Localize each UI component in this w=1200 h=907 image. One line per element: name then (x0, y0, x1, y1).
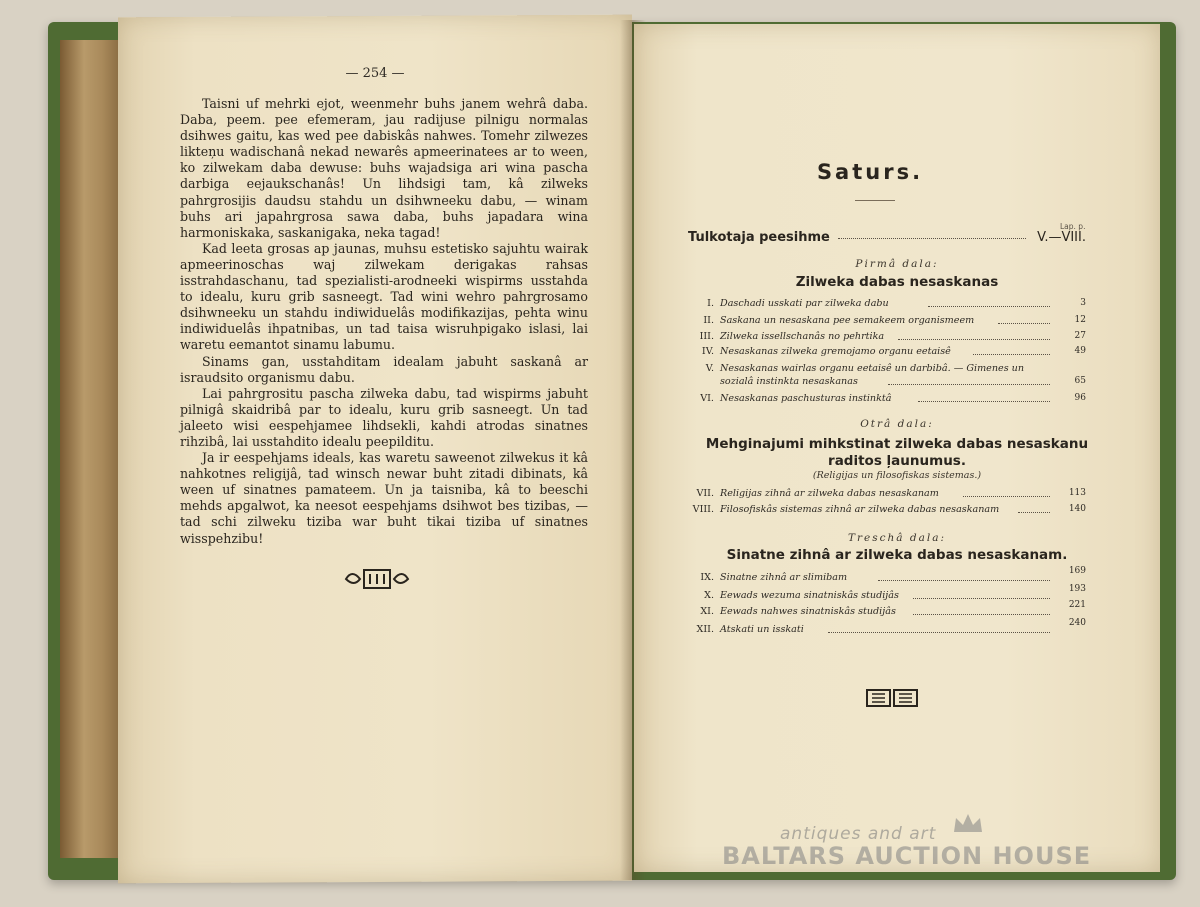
chapter-page: 193 (1068, 584, 1086, 594)
chapter-page: 169 (1068, 566, 1086, 576)
toc-entry (688, 600, 1086, 620)
paragraph: Lai pahrgrositu pascha zilweka dabu, tad wispirms jabuht pilnigâ skaidribâ par to idealu, kuru grib sasneegt. Un tad jaleeto wisi eespehjamee lihdsekli, kahdi atrodas sinatnes rihzibâ, lai usstahdito idealu peepilditu. (180, 385, 588, 449)
chapter-number: V. (705, 363, 714, 374)
chapter-number: II. (703, 315, 714, 326)
part-title-line2: raditos ļaunumus. (828, 453, 966, 469)
chapter-title: sozialâ instinkta nesaskanas (720, 376, 858, 387)
toc-entry (688, 393, 1086, 407)
toc-entry (688, 618, 1086, 638)
page-column-header: Lap. p. (1060, 222, 1086, 231)
toc-entry (688, 331, 1086, 345)
tailpiece-ornament (866, 688, 918, 708)
intro-pages: V.—VIII. (1037, 230, 1086, 245)
part-label: Otrâ dala: (860, 418, 934, 430)
toc-entry (688, 566, 1086, 586)
toc-entry (688, 488, 1086, 502)
toc-entry (688, 346, 1086, 360)
left-page-text (180, 96, 588, 547)
watermark-tagline: antiques and art (780, 824, 937, 844)
chapter-number: VI. (700, 393, 714, 404)
intro-label: Tulkotaja peesihme (688, 230, 830, 245)
chapter-number: XII. (696, 624, 714, 635)
chapter-title: Daschadi usskati par zilweka dabu (720, 298, 889, 309)
chapter-title: Zilweka issellschanâs no pehrtika (720, 331, 885, 342)
toc-entry (688, 504, 1086, 518)
chapter-number: IX. (700, 572, 714, 583)
chapter-title: Eewads nahwes sinatniskâs studijâs (720, 606, 896, 617)
chapter-number: XI. (700, 606, 714, 617)
dot-leader (963, 496, 1050, 497)
toc-entry (688, 315, 1086, 329)
chapter-page: 96 (1074, 393, 1086, 403)
part-label: Pirmâ dala: (855, 258, 939, 270)
chapter-page: 12 (1074, 315, 1086, 325)
page-number: — 254 — (345, 66, 405, 81)
paragraph: Sinams gan, usstahditam idealam jabuht saskanâ ar israudsito organismu dabu. (180, 353, 588, 385)
toc-entry (688, 363, 1086, 377)
dot-leader (888, 384, 1050, 385)
dot-leader (913, 614, 1050, 615)
chapter-page: 140 (1068, 504, 1086, 514)
chapter-number: IV. (701, 346, 714, 357)
crown-icon (952, 812, 984, 834)
chapter-title: Nesaskanas paschusturas instinktâ (720, 393, 892, 404)
chapter-title: Sinatne zihnâ ar slimibam (720, 572, 848, 583)
dot-leader (973, 354, 1050, 355)
dot-leader (1018, 512, 1050, 513)
part-title: Mehginajumi mihkstinat zilweka dabas nesaskanu (705, 436, 1089, 452)
chapter-title: Nesaskanas zilweka gremojamo organu eetaisê (720, 346, 951, 357)
chapter-page: 221 (1068, 600, 1086, 610)
chapter-title: Nesaskanas wairlas organu eetaisê un darbibâ. — Gimenes un (720, 363, 1025, 374)
dot-leader (928, 306, 1050, 307)
dot-leader (878, 580, 1050, 581)
chapter-page: 240 (1068, 618, 1086, 628)
chapter-number: VIII. (692, 504, 714, 515)
toc-entry (688, 298, 1086, 312)
part-title: Zilweka dabas nesaskanas (795, 274, 999, 290)
tailpiece-ornament (342, 567, 412, 591)
chapter-page: 113 (1068, 488, 1086, 498)
chapter-page: 65 (1074, 376, 1086, 386)
toc-intro-entry (688, 230, 1086, 248)
dot-leader (913, 598, 1050, 599)
chapter-page: 27 (1074, 331, 1086, 341)
chapter-page: 3 (1080, 298, 1086, 308)
dot-leader (828, 632, 1050, 633)
chapter-title: Eewads wezuma sinatniskâs studijâs (720, 590, 899, 601)
chapter-number: X. (704, 590, 714, 601)
paragraph: Taisni uf mehrki ejot, weenmehr buhs janem wehrâ daba. Daba, peem. pee efemeram, jau radijuse pilnigu normalas dsihwes gaitu, kas wed pee dabiskâs nahwes. Tomehr zilwezes likteņu wadischanâ nekad newarês apmeerinatees ar to ween, ko zilwekam daba dewuse: buhs wajadsiga ari wina pascha darbiga eejaukschanâs! Un lihdsigi tam, kâ zilweks pahrgrosijis daudsu stahdu un dsihwneeku dabu, — winam buhs ari japahrgrosa sawa daba, buhs japadara wina harmoniskaka, saskanigaka, neka tagad! (180, 96, 588, 240)
toc-entry (688, 584, 1086, 604)
watermark-brand: BALTARS AUCTION HOUSE (722, 842, 1092, 870)
toc-title: Saturs. (816, 160, 924, 184)
dot-leader (998, 323, 1050, 324)
dot-leader (838, 238, 1026, 239)
page-block-edge (60, 40, 120, 858)
chapter-title: Atskati un isskati (720, 624, 804, 635)
paragraph: Kad leeta grosas ap jaunas, muhsu estetisko sajuhtu wairak apmeerinoschas waj zilwekam derigakas rahsas isstrahdaschanu, tad spezialisti-arodneeki wispirms usstahda to idealu, kuru grib sasneegt. Tad wini wehro pahrgrosamo dsihwneeku un stahdu indiwiduelâs modifikazijas, pehta winu indiwiduelâs ihpatnibas, un tad taisa wisruhpigako islasi, lai waretu eemantot sinamu labumu. (180, 240, 588, 353)
part-title: Sinatne zihnâ ar zilweka dabas nesaskanam. (726, 547, 1068, 563)
chapter-page: 49 (1074, 346, 1086, 356)
chapter-number: I. (707, 298, 714, 309)
dot-leader (918, 401, 1050, 402)
chapter-title: Religijas zihnâ ar zilweka dabas nesaskanam (720, 488, 939, 499)
chapter-title: Filosofiskâs sistemas zihnâ ar zilweka dabas nesaskanam (720, 504, 1000, 515)
part-subtitle: (Religijas un filosofiskas sistemas.) (812, 470, 982, 481)
part-label: Treschâ dala: (847, 532, 946, 544)
dot-leader (898, 339, 1050, 340)
toc-entry-continuation (688, 376, 1086, 390)
chapter-title: Saskana un nesaskana pee semakeem organismeem (720, 315, 975, 326)
chapter-number: VII. (696, 488, 714, 499)
title-rule (855, 200, 895, 201)
paragraph: Ja ir eespehjams ideals, kas waretu saweenot zilwekus it kâ nahkotnes religijâ, tad winsch newar buht zitadi dibinats, kâ ween uf sinatnes pamateem. Un ja taisniba, kâ to beeschi mehds apgalwot, ka neesot eespehjams dsihwot bes tizibas, — tad schi zilweku tiziba war buht tikai tiziba uf sinatnes wisspehzibu! (180, 450, 588, 546)
chapter-number: III. (699, 331, 714, 342)
